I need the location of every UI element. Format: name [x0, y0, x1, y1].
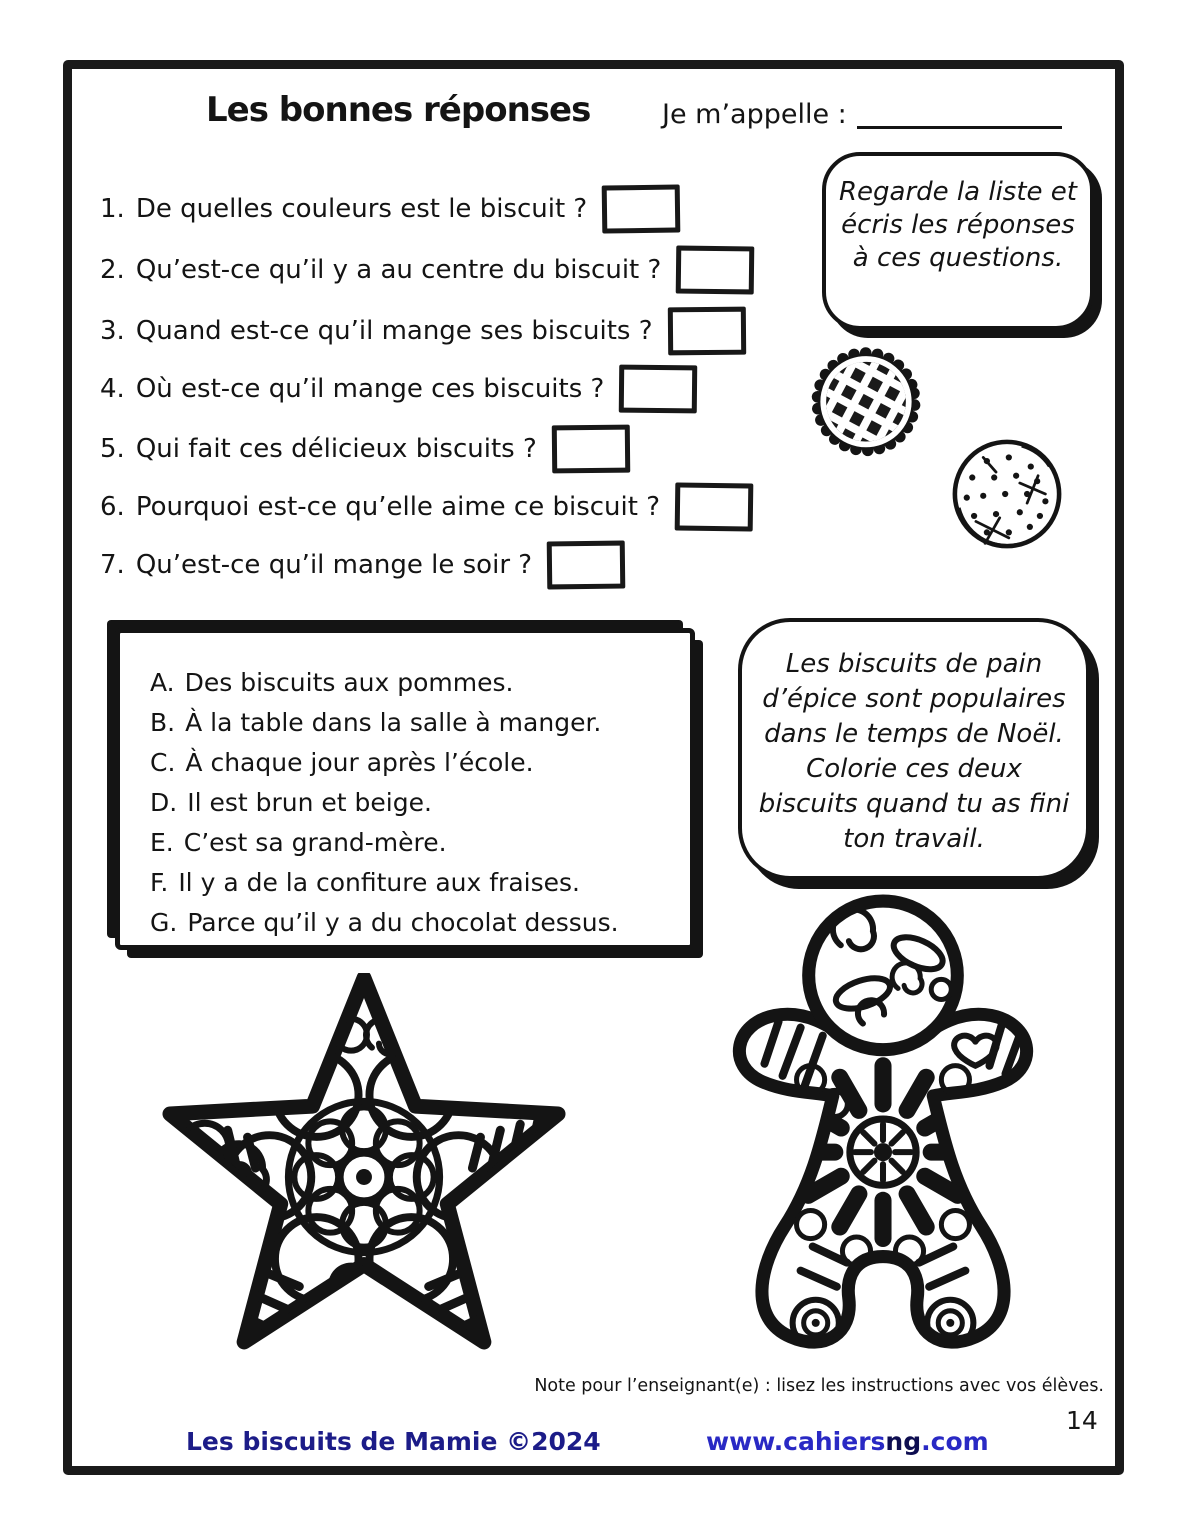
question-row-1 — [100, 183, 680, 235]
answer-choice-a — [150, 663, 690, 703]
answer-choice-g — [150, 903, 690, 943]
name-label: Je m’appelle : — [662, 99, 847, 130]
answer-choice-f — [150, 863, 690, 903]
answer-letter: G. — [150, 908, 178, 937]
zentangle-gingerbread-cookie-icon — [712, 893, 1054, 1355]
website-prefix: www.cahiers — [706, 1427, 886, 1456]
website-link[interactable] — [706, 1427, 989, 1456]
question-number: 1. — [100, 194, 125, 224]
instructions-bubble — [822, 152, 1094, 330]
answer-letter: F. — [150, 868, 169, 897]
answer-box-4[interactable] — [619, 365, 697, 414]
answer-box-2[interactable] — [676, 246, 755, 295]
answer-letter: A. — [150, 668, 175, 697]
answer-letter: D. — [150, 788, 178, 817]
answer-box-5[interactable] — [552, 425, 630, 474]
website-mid: ng — [885, 1427, 922, 1456]
teacher-note: Note pour l’enseignant(e) : lisez les instructions avec vos élèves. — [534, 1376, 1104, 1396]
website-suffix: .com — [921, 1427, 989, 1456]
question-number: 7. — [100, 550, 125, 580]
coloring-instructions-text: Les biscuits de pain d’épice sont populaires dans le temps de Noël. Colorie ces deux biscuits quand tu as fini ton travail. — [758, 649, 1070, 854]
name-blank-line[interactable] — [857, 126, 1062, 129]
answer-choices-box — [115, 628, 695, 950]
answer-box-6[interactable] — [675, 482, 754, 531]
answer-box-7[interactable] — [547, 541, 626, 590]
answer-choice-b — [150, 703, 690, 743]
question-text: Qu’est-ce qu’il mange le soir ? — [135, 550, 533, 580]
question-text: De quelles couleurs est le biscuit ? — [135, 194, 588, 224]
question-row-3 — [100, 305, 746, 357]
question-text: Où est-ce qu’il mange ces biscuits ? — [135, 374, 605, 404]
question-number: 2. — [100, 255, 125, 285]
answer-text: Il est brun et beige. — [187, 788, 432, 817]
answer-box-3[interactable] — [667, 307, 745, 356]
question-row-4 — [100, 363, 697, 415]
instructions-text: Regarde la liste et écris les réponses à ces questions. — [838, 177, 1077, 273]
answer-choice-d — [150, 783, 690, 823]
answer-choice-e — [150, 823, 690, 863]
answer-text: Il y a de la confiture aux fraises. — [178, 868, 580, 897]
question-row-2 — [100, 244, 754, 296]
answer-letter: E. — [150, 828, 174, 857]
question-text: Qui fait ces délicieux biscuits ? — [135, 434, 537, 464]
answer-text: À la table dans la salle à manger. — [185, 708, 602, 737]
question-text: Quand est-ce qu’il mange ses biscuits ? — [135, 316, 653, 346]
zentangle-star-cookie-icon — [128, 973, 600, 1381]
question-text: Qu’est-ce qu’il y a au centre du biscuit ? — [135, 255, 662, 285]
answer-choice-c — [150, 743, 690, 783]
question-row-5 — [100, 423, 630, 475]
answer-text: Parce qu’il y a du chocolat dessus. — [187, 908, 619, 937]
question-text: Pourquoi est-ce qu’elle aime ce biscuit ? — [135, 492, 661, 522]
question-number: 3. — [100, 316, 125, 346]
answer-text: C’est sa grand-mère. — [183, 828, 447, 857]
page-number: 14 — [1066, 1406, 1098, 1435]
answer-text: À chaque jour après l’école. — [185, 748, 534, 777]
answer-letter: B. — [150, 708, 176, 737]
question-row-7 — [100, 539, 625, 591]
question-number: 4. — [100, 374, 125, 404]
page-title: Les bonnes réponses — [206, 90, 591, 130]
question-number: 6. — [100, 492, 125, 522]
answer-text: Des biscuits aux pommes. — [184, 668, 514, 697]
question-row-6 — [100, 481, 753, 533]
name-field-row — [662, 99, 1062, 130]
coloring-instructions-bubble — [738, 618, 1090, 880]
copyright-text: Les biscuits de Mamie ©2024 — [186, 1427, 601, 1456]
answer-box-1[interactable] — [602, 184, 681, 233]
answer-letter: C. — [150, 748, 176, 777]
question-number: 5. — [100, 434, 125, 464]
lattice-pie-cookie-icon — [790, 345, 942, 469]
round-cracker-cookie-icon — [943, 430, 1071, 558]
